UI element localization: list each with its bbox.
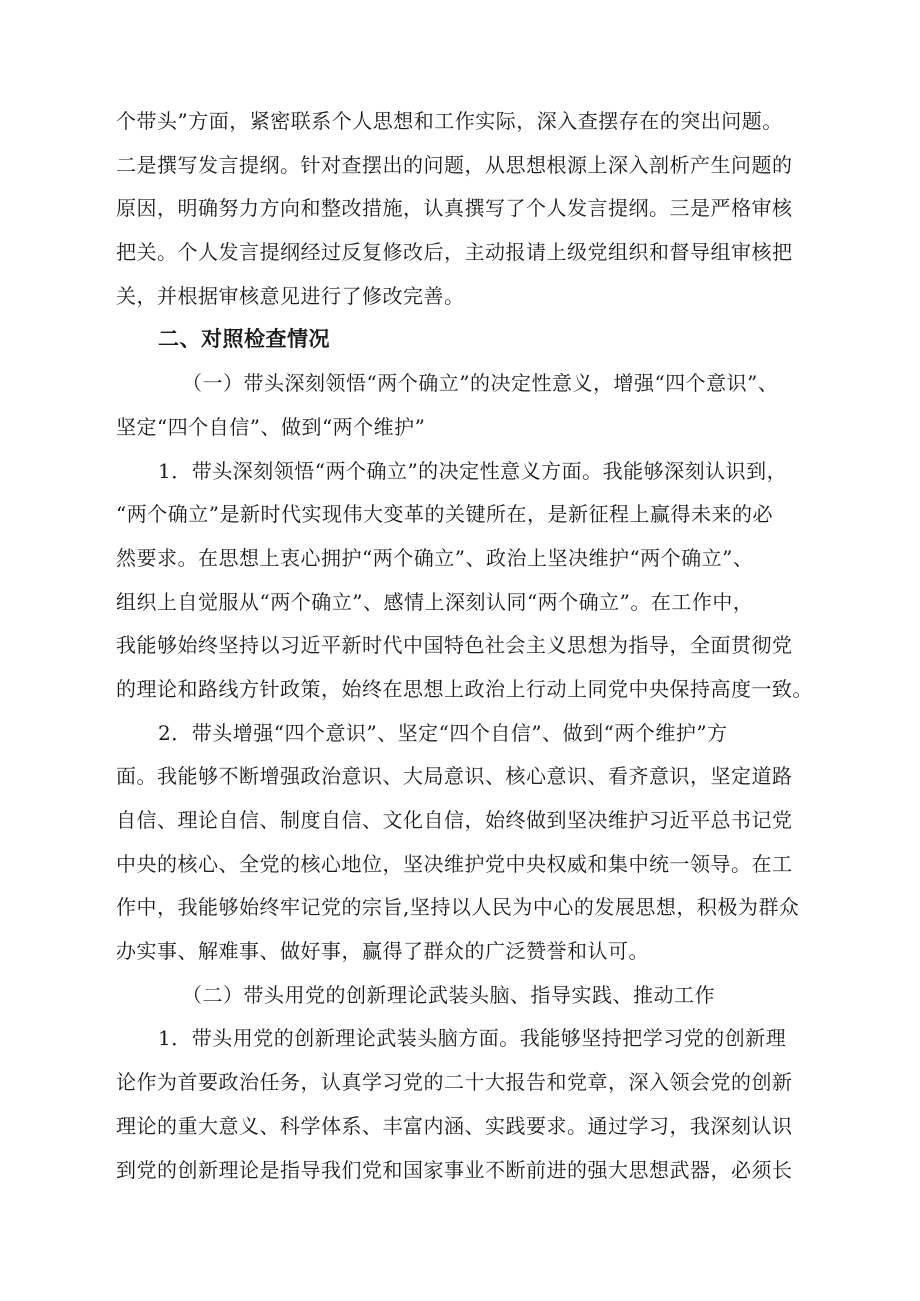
text-line: 1．带头用党的创新理论武装头脑方面。我能够坚持把学习党的创新理 bbox=[158, 1026, 787, 1051]
text-line: 个带头”方面，紧密联系个人思想和工作实际，深入查摆存在的突出问题。 bbox=[116, 109, 783, 133]
text-line: 1．带头深刻领悟“两个确立”的决定性意义方面。我能够深刻认识到， bbox=[158, 458, 788, 483]
text-line: 关，并根据审核意见进行了修改完善。 bbox=[116, 283, 465, 308]
text-line: 自信、理论自信、制度自信、文化自信，始终做到坚决维护习近平总书记党 bbox=[116, 808, 793, 832]
text-line: 到党的创新理论是指导我们党和国家事业不断前进的强大思想武器，必须长 bbox=[116, 1157, 793, 1182]
text-line: 然要求。在思想上衷心拥护“两个确立”、政治上坚决维护“两个确立”、 bbox=[116, 545, 754, 570]
text-line: 的理论和路线方针政策，始终在思想上政治上行动上同党中央保持高度一致。 bbox=[116, 676, 813, 701]
text-line: 中央的核心、全党的核心地位，坚决维护党中央权威和集中统一领导。在工 bbox=[116, 851, 793, 876]
text-line: 坚定“四个自信”、做到“两个维护” bbox=[116, 414, 426, 439]
text-line: 2．带头增强“四个意识”、坚定“四个自信”、做到“两个维护”方 bbox=[158, 720, 728, 745]
text-line: 原因，明确努力方向和整改措施，认真撰写了个人发言提纲。三是严格审核 bbox=[116, 196, 793, 221]
subsection-heading: （二）带头用党的创新理论武装头脑、指导实践、推动工作 bbox=[182, 982, 715, 1007]
section-heading: 二、对照检查情况 bbox=[158, 327, 330, 352]
text-line: 把关。个人发言提纲经过反复修改后，主动报请上级党组织和督导组审核把 bbox=[116, 240, 793, 265]
text-line: 组织上自觉服从“两个确立”、感情上深刻认同“两个确立”。在工作中， bbox=[116, 589, 754, 614]
text-line: “两个确立”是新时代实现伟大变革的关键所在，是新征程上赢得未来的必 bbox=[116, 502, 773, 527]
text-line: 面。我能够不断增强政治意识、大局意识、核心意识、看齐意识，坚定道路 bbox=[116, 764, 793, 789]
subsection-heading: （一）带头深刻领悟“两个确立”的决定性意义，增强“四个意识”、 bbox=[182, 371, 779, 396]
text-line: 办实事、解难事、做好事，赢得了群众的广泛赞誉和认可。 bbox=[116, 939, 649, 964]
text-line: 二是撰写发言提纲。针对查摆出的问题，从思想根源上深入剖析产生问题的 bbox=[116, 152, 793, 177]
text-line: 作中，我能够始终牢记党的宗旨,坚持以人民为中心的发展思想，积极为群众 bbox=[116, 895, 800, 920]
text-line: 我能够始终坚持以习近平新时代中国特色社会主义思想为指导，全面贯彻党 bbox=[116, 633, 793, 658]
text-line: 论作为首要政治任务，认真学习党的二十大报告和党章，深入领会党的创新 bbox=[116, 1070, 793, 1095]
text-line: 理论的重大意义、科学体系、丰富内涵、实践要求。通过学习，我深刻认识 bbox=[116, 1113, 793, 1138]
